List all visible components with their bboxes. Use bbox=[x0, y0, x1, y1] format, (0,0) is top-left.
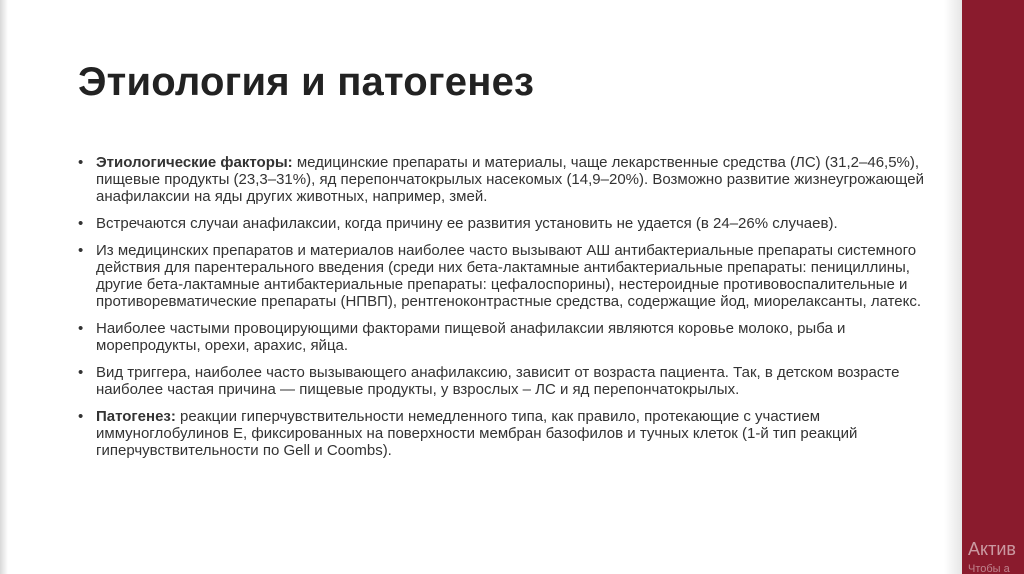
bullet-text: Из медицинских препаратов и материалов наиболее часто вызывают АШ антибактериальные препараты системного действия для парентерального введения (среди них бета-лактамные антибактериальные препараты: пенициллины, другие бета-лактамные антибактериальные препараты: цефалоспорины), нестероидные противовоспалительные и противоревматические препараты (НПВП), рентгеноконтрастные средства, содержащие йод, миорелаксанты, латекс. bbox=[96, 242, 922, 310]
bullet-lead: Патогенез: bbox=[96, 408, 176, 425]
bullet-item-age-triggers bbox=[78, 364, 940, 398]
bullet-item-medications bbox=[78, 242, 940, 310]
bullet-text: реакции гиперчувствительности немедленного типа, как правило, протекающие с участием иммуноглобулинов Е, фиксированных на поверхности мембран базофилов и тучных клеток (1-й тип реакций гиперчувствительности по Gell и Coombs). bbox=[96, 408, 858, 459]
bullet-text: Вид триггера, наиболее часто вызывающего анафилаксию, зависит от возраста пациента. Так, в детском возрасте наиболее частая причина — пищевые продукты, у взрослых – ЛС и яд перепончатокрылых. bbox=[96, 364, 900, 398]
bullet-dot-icon: • bbox=[78, 364, 84, 381]
bullet-text: Встречаются случаи анафилаксии, когда причину ее развития установить не удается (в 24–26% случаев). bbox=[96, 215, 838, 232]
bullet-item-food-triggers bbox=[78, 320, 940, 354]
left-edge-shadow bbox=[0, 0, 8, 574]
activation-watermark: Актив bbox=[968, 539, 1016, 559]
bullet-lead: Этиологические факторы: bbox=[96, 154, 293, 171]
slide-title: Этиология и патогенез bbox=[78, 60, 535, 104]
bullet-text: Наиболее частыми провоцирующими факторами пищевой анафилаксии являются коровье молоко, рыба и морепродукты, орехи, арахис, яйца. bbox=[96, 320, 846, 354]
activation-watermark-subtext: Чтобы а bbox=[968, 563, 1010, 574]
bullet-dot-icon: • bbox=[78, 320, 84, 337]
bullet-text: медицинские препараты и материалы, чаще лекарственные средства (ЛС) (31,2–46,5%), пищевые продукты (23,3–31%), яд перепончатокрылых насекомых (14,9–20%). Возможно развитие жизнеугрожающей анафилаксии на яды других животных, например, змей. bbox=[96, 154, 924, 205]
bullet-item-unknown-cause bbox=[78, 215, 940, 232]
bullet-item-etiology bbox=[78, 154, 940, 205]
bullet-dot-icon: • bbox=[78, 408, 84, 425]
bullet-item-pathogenesis bbox=[78, 408, 940, 459]
accent-bar-shadow bbox=[944, 0, 962, 574]
bullet-dot-icon: • bbox=[78, 215, 84, 232]
accent-bar bbox=[962, 0, 1024, 574]
bullet-list bbox=[78, 154, 940, 469]
bullet-dot-icon: • bbox=[78, 154, 84, 171]
bullet-dot-icon: • bbox=[78, 242, 84, 259]
